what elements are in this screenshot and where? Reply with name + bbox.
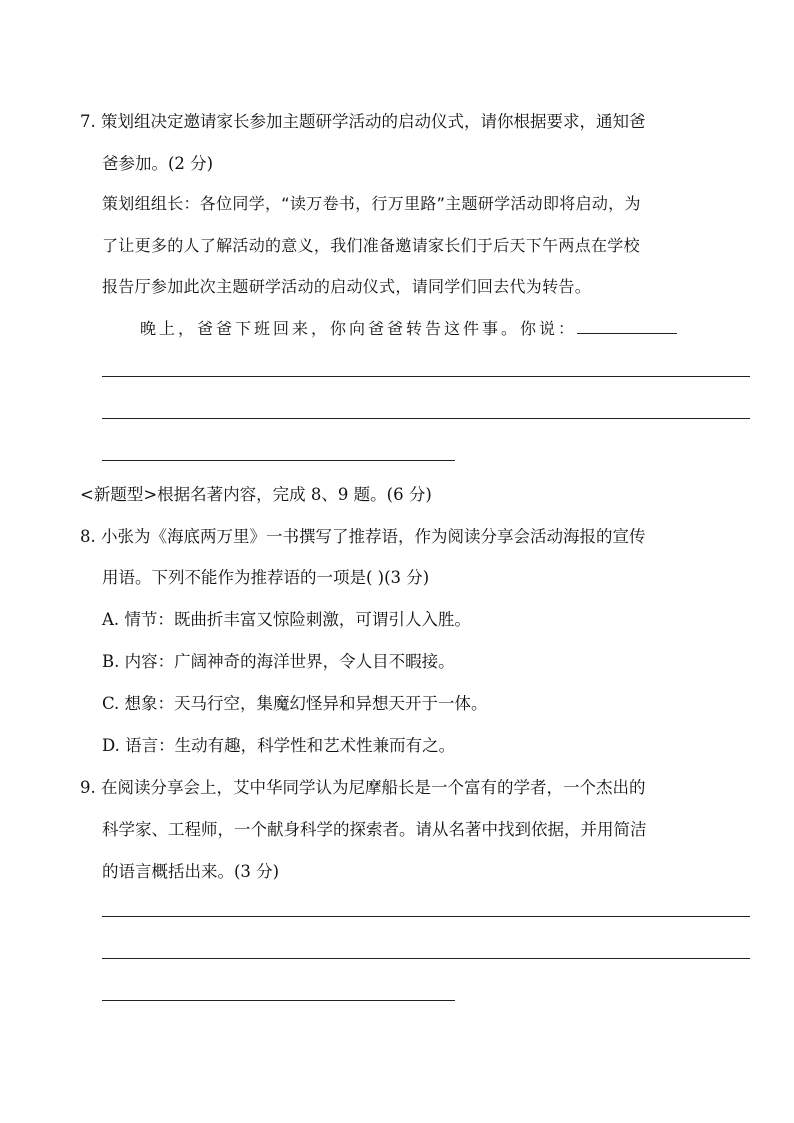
q9-stem-line2: 科学家、工程师，一个献身科学的探索者。请从名著中找到依据，并用简洁 xyxy=(102,820,647,839)
q7-stem-line1: 7. 策划组决定邀请家长参加主题研学活动的启动仪式，请你根据要求，通知爸 xyxy=(80,112,646,131)
q9-stem-line3: 的语言概括出来。(3 分) xyxy=(102,862,280,881)
q7-answer-line-2[interactable] xyxy=(102,418,750,419)
q7-notice-line3: 报告厅参加此次主题研学活动的启动仪式，请同学们回去代为转告。 xyxy=(102,277,592,296)
q7-notice-line1: 策划组组长：各位同学，“读万卷书，行万里路”主题研学活动即将启动，为 xyxy=(102,194,641,213)
q7-prompt-text: 晚上，爸爸下班回来，你向爸爸转告这件事。你说： xyxy=(140,319,578,338)
q8-stem-line1: 8. 小张为《海底两万里》一书撰写了推荐语，作为阅读分享会活动海报的宣传 xyxy=(80,527,646,546)
q7-answer-line-3[interactable] xyxy=(102,460,455,461)
q7-stem-line2: 爸参加。(2 分) xyxy=(102,154,214,173)
q9-stem-line1: 9. 在阅读分享会上，艾中华同学认为尼摩船长是一个富有的学者，一个杰出的 xyxy=(80,778,646,797)
q7-notice-line2: 了让更多的人了解活动的意义，我们准备邀请家长们于后天下午两点在学校 xyxy=(102,236,640,255)
q8-stem-line2: 用语。下列不能作为推荐语的一项是( )(3 分) xyxy=(102,568,430,587)
q8-option-d: D. 语言：生动有趣，科学性和艺术性兼而有之。 xyxy=(102,736,456,755)
q8-option-b: B. 内容：广阔神奇的海洋世界，令人目不暇接。 xyxy=(102,652,455,671)
q7-prompt xyxy=(140,316,677,339)
q9-answer-line-2[interactable] xyxy=(102,958,750,959)
q7-answer-line-1[interactable] xyxy=(102,376,750,377)
q9-answer-line-1[interactable] xyxy=(102,916,750,917)
q7-answer-blank[interactable] xyxy=(577,332,677,334)
q8-option-a: A. 情节：既曲折丰富又惊险刺激，可谓引人入胜。 xyxy=(102,610,471,629)
section-header: <新题型>根据名著内容，完成 8、9 题。(6 分) xyxy=(80,485,432,504)
q9-answer-line-3[interactable] xyxy=(102,1000,455,1001)
q8-option-c: C. 想象：天马行空，集魔幻怪异和异想天开于一体。 xyxy=(102,694,488,713)
